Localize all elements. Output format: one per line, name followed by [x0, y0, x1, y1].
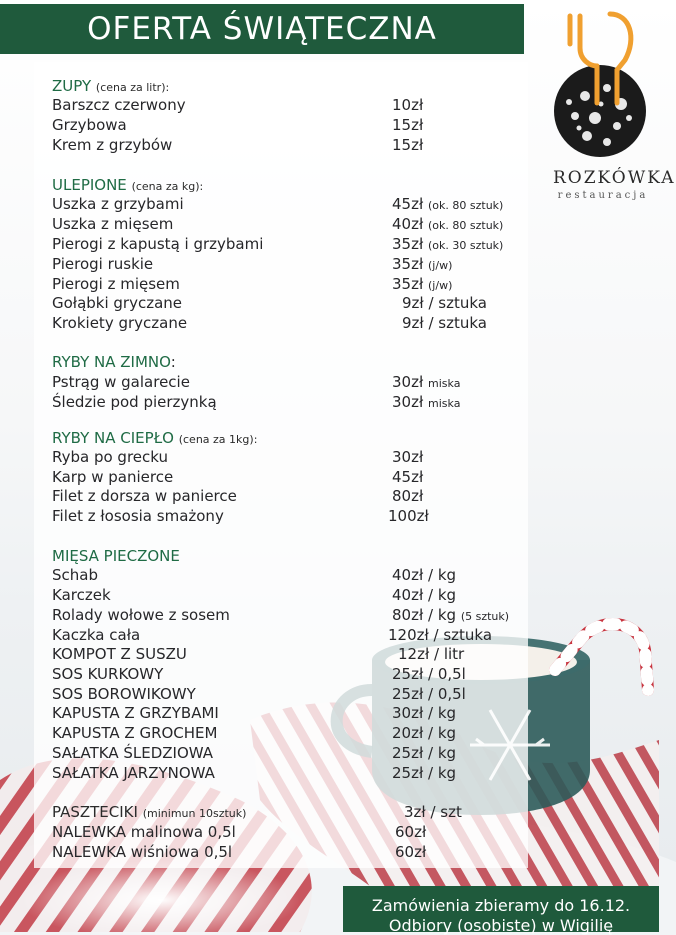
menu-item [52, 684, 522, 704]
item-name: Kaczka cała [52, 626, 141, 644]
item-name: Śledzie pod pierzynką [52, 393, 217, 411]
item-name: KOMPOT Z SUSZU [52, 645, 187, 663]
item-price: 10zł [392, 96, 424, 114]
menu-item [52, 644, 522, 664]
menu-item [52, 565, 522, 585]
brand-name: ROZKÓWKA [553, 168, 676, 188]
section-subtitle: (cena za 1kg): [178, 433, 258, 446]
section-heading-ryby-na-zimno [52, 352, 522, 372]
menu-item [52, 254, 522, 274]
menu-item [52, 392, 522, 412]
item-note: (ok. 80 sztuk) [428, 199, 504, 212]
menu-item [52, 447, 522, 467]
menu-item [52, 194, 522, 214]
item-name: SAŁATKA JARZYNOWA [52, 764, 215, 782]
menu-item [52, 234, 522, 254]
section-title: ULEPIONE [52, 176, 127, 194]
menu-item [52, 293, 522, 313]
item-name: Uszka z mięsem [52, 215, 174, 233]
item-name: Schab [52, 566, 98, 584]
item-price: 45zł (ok. 80 sztuk) [392, 195, 504, 213]
section-heading-zupy [52, 76, 522, 96]
item-note: miska [428, 397, 461, 410]
item-price: 35zł (ok. 30 sztuk) [392, 235, 504, 253]
item-name: Pstrąg w galarecie [52, 373, 190, 391]
menu-item [52, 802, 522, 822]
menu-item [52, 664, 522, 684]
section-title: PASZTECIKI [52, 803, 138, 821]
menu-item [52, 506, 522, 526]
item-name: Grzybowa [52, 116, 127, 134]
section-title: RYBY NA ZIMNO [52, 353, 171, 371]
item-name: Filet z łososia smażony [52, 507, 224, 525]
item-price: 30zł / kg [392, 704, 457, 722]
item-price: 45zł [392, 468, 424, 486]
item-name: NALEWKA wiśniowa 0,5l [52, 843, 233, 861]
item-note: (j/w) [428, 259, 453, 272]
item-price: 30zł miska [392, 373, 461, 391]
item-name: SAŁATKA ŚLEDZIOWA [52, 744, 214, 762]
menu-item [52, 743, 522, 763]
item-note: miska [428, 377, 461, 390]
item-name: Krokiety gryczane [52, 314, 188, 332]
section-title: MIĘSA PIECZONE [52, 547, 180, 565]
item-price: 25zł / 0,5l [392, 665, 466, 683]
item-price: 25zł / kg [392, 744, 457, 762]
section-subtitle: (minimun 10sztuk) [142, 807, 247, 820]
item-note: (j/w) [428, 279, 453, 292]
section-heading-ulepione [52, 175, 522, 195]
section-subtitle: (cena za kg): [131, 180, 204, 193]
footer-order-deadline: Zamówienia zbieramy do 16.12. [371, 896, 631, 915]
item-price: 25zł / kg [392, 764, 457, 782]
item-name: NALEWKA malinowa 0,5l [52, 823, 236, 841]
section-heading-miesa-pieczone [52, 546, 522, 566]
item-price: 20zł / kg [392, 724, 457, 742]
menu-item [52, 822, 522, 842]
item-name: SOS BOROWIKOWY [52, 685, 196, 703]
item-price: 80zł [392, 487, 424, 505]
menu-item [52, 274, 522, 294]
item-name: Rolady wołowe z sosem [52, 606, 230, 624]
item-price: 40zł (ok. 80 sztuk) [392, 215, 504, 233]
menu-item [52, 135, 522, 155]
item-name: Krem z grzybów [52, 136, 173, 154]
section-subtitle: : [170, 353, 176, 371]
section-title: ZUPY [52, 77, 92, 95]
item-name: Gołąbki gryczane [52, 294, 183, 312]
item-name: KAPUSTA Z GROCHEM [52, 724, 218, 742]
item-price: 9zł / sztuka [402, 294, 487, 312]
brand-subtitle: restauracja [557, 190, 649, 201]
menu-item [52, 372, 522, 392]
menu-item [52, 625, 522, 645]
menu-item [52, 842, 522, 862]
item-price: 40zł / kg [392, 566, 457, 584]
menu-item [52, 763, 522, 783]
page-title: OFERTA ŚWIĄTECZNA [87, 11, 437, 47]
item-price: 9zł / sztuka [402, 314, 487, 332]
menu-item [52, 605, 522, 625]
item-name: Ryba po grecku [52, 448, 168, 466]
menu-item [52, 723, 522, 743]
item-price: 15zł [392, 116, 424, 134]
item-price: 15zł [392, 136, 424, 154]
item-note: (5 sztuk) [460, 610, 510, 623]
footer-pickup-info: Odbiory (osobiste) w Wigilię [388, 916, 614, 935]
item-price: 100zł [388, 507, 429, 525]
item-name: KAPUSTA Z GRZYBAMI [52, 704, 219, 722]
item-price: 40zł / kg [392, 586, 457, 604]
item-price: 3zł / szt [404, 803, 462, 821]
item-price: 12zł / litr [398, 645, 465, 663]
item-name: SOS KURKOWY [52, 665, 164, 683]
item-name: Filet z dorsza w panierce [52, 487, 237, 505]
section-title: RYBY NA CIEPŁO [52, 429, 174, 447]
item-price: 35zł (j/w) [392, 275, 453, 293]
item-note: (ok. 30 sztuk) [428, 239, 504, 252]
section-subtitle: (cena za litr): [95, 81, 170, 94]
item-name: Barszcz czerwony [52, 96, 186, 114]
item-price: 60zł [395, 843, 427, 861]
item-name: Karczek [52, 586, 111, 604]
menu-item [52, 467, 522, 487]
menu-item [52, 115, 522, 135]
item-price: 30zł miska [392, 393, 461, 411]
menu-item [52, 486, 522, 506]
item-name: Pierogi z mięsem [52, 275, 180, 293]
item-price: 25zł / 0,5l [392, 685, 466, 703]
item-price: 60zł [395, 823, 427, 841]
item-name: Pierogi z kapustą i grzybami [52, 235, 264, 253]
item-price: 30zł [392, 448, 424, 466]
item-price: 35zł (j/w) [392, 255, 453, 273]
menu-item [52, 703, 522, 723]
item-name: Uszka z grzybami [52, 195, 184, 213]
menu-item [52, 313, 522, 333]
menu-item [52, 585, 522, 605]
item-name: Karp w panierce [52, 468, 174, 486]
menu-item [52, 95, 522, 115]
item-note: (ok. 80 sztuk) [428, 219, 504, 232]
item-price: 80zł / kg (5 sztuk) [392, 606, 510, 624]
item-price: 120zł / sztuka [388, 626, 493, 644]
item-name: Pierogi ruskie [52, 255, 154, 273]
section-heading-ryby-na-cieplo [52, 428, 522, 448]
menu-item [52, 214, 522, 234]
